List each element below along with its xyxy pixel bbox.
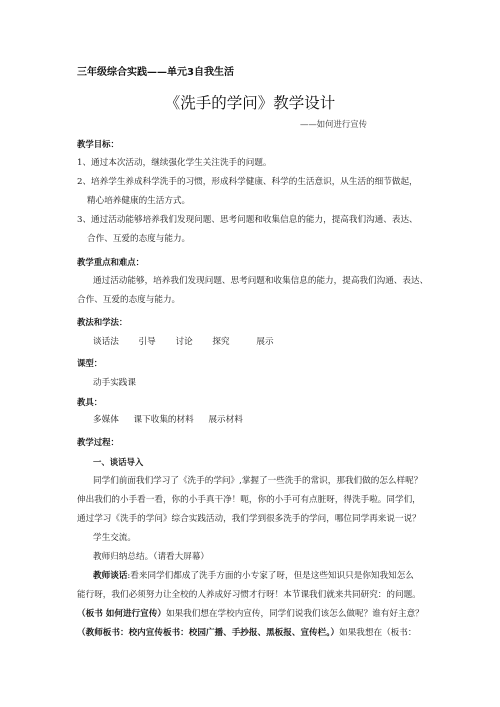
section-1-heading: 一、谈话导入 — [93, 457, 144, 467]
process-paragraph-4 — [93, 570, 414, 582]
blackboard-note: （教师板书：校内宣传板书：校园广播、手抄报、黑板报、宣传栏。） — [77, 628, 340, 638]
objective-item-3-cont: 合作、互爱的态度与能力。 — [87, 234, 191, 244]
tool-item: 课下收集的材料 — [133, 415, 194, 425]
process-paragraph-2: 学生交流。 — [93, 533, 136, 543]
course-line: 三年级综合实践——单元3自我生活 — [77, 67, 234, 78]
process-paragraph-3: 教师归纳总结。（请看大屏幕） — [93, 552, 210, 562]
key-points-heading: 教学重点和难点： — [77, 257, 144, 267]
key-points-line-1: 通过活动能够，培养我们发现问题、思考问题和收集信息的能力，提高我们沟通、表达、 — [93, 276, 429, 286]
process-text: 如果我们想在学校内宣传，同学们说我们该怎么做呢？谁有好主意？ — [165, 609, 424, 619]
method-item: 引导 — [138, 337, 156, 347]
lesson-type-value: 动手实践课 — [93, 378, 136, 388]
blackboard-note: （板书 如何进行宣传） — [77, 609, 166, 619]
method-item: 展示 — [256, 337, 274, 347]
tool-item: 展示材料 — [208, 415, 243, 425]
key-points-line-2: 合作、互爱的态度与能力。 — [77, 295, 181, 305]
objective-item-2-cont: 精心培养健康的生活方式。 — [87, 196, 191, 206]
method-item: 探究 — [212, 337, 230, 347]
process-paragraph-4-cont: 能行呀，我们必须努力让全校的人养成好习惯才行呀！本节课我们就来共同研究：的问题。 — [77, 590, 421, 600]
tool-item: 多媒体 — [93, 415, 119, 425]
method-item: 谈话法 — [93, 337, 119, 347]
tools-list — [93, 414, 255, 426]
objective-item-3: 3、通过活动能够培养我们发现问题、思考问题和收集信息的能力，提高我们沟通、表达、 — [77, 215, 418, 225]
process-paragraph-1: 同学们前面我们学习了《洗手的学问》,掌握了一些洗手的常识，那我们做的怎么样呢？ — [93, 476, 423, 486]
lesson-type-heading: 课型： — [77, 358, 103, 368]
process-paragraph-1-cont: 伸出我们的小手看一看，你的小手真干净！呃，你的小手可有点脏呀，得洗手啦。同学们， — [77, 495, 421, 505]
objectives-heading: 教学目标： — [77, 139, 119, 149]
method-item: 讨论 — [175, 337, 193, 347]
teacher-talk-text: :看来同学们都成了洗手方面的小专家了呀，但是这些知识只是你知我知怎么 — [127, 571, 414, 581]
methods-list — [93, 336, 291, 348]
process-paragraph-6 — [77, 627, 416, 639]
teacher-talk-label: 教师谈话 — [93, 571, 128, 581]
document-title: 《洗手的学问》教学设计 — [164, 94, 336, 112]
process-text: 如果我想在（板书： — [339, 628, 417, 638]
methods-heading: 教法和学法： — [77, 317, 128, 327]
process-heading: 教学过程： — [77, 437, 119, 447]
tools-heading: 教具： — [77, 397, 103, 407]
objective-item-1: 1、通过本次活动，继续强化学生关注洗手的问题。 — [77, 158, 272, 168]
process-paragraph-5 — [77, 608, 424, 620]
process-paragraph-1-cont: 通过学习《洗手的学问》综合实践活动，我们学到很多洗手的学问，哪位同学再来说一说？ — [77, 514, 421, 524]
document-subtitle: ——如何进行宣传 — [300, 119, 367, 129]
objective-item-2: 2、培养学生养成科学洗手的习惯，形成科学健康、科学的生活意识，从生活的细节做起， — [77, 177, 418, 187]
